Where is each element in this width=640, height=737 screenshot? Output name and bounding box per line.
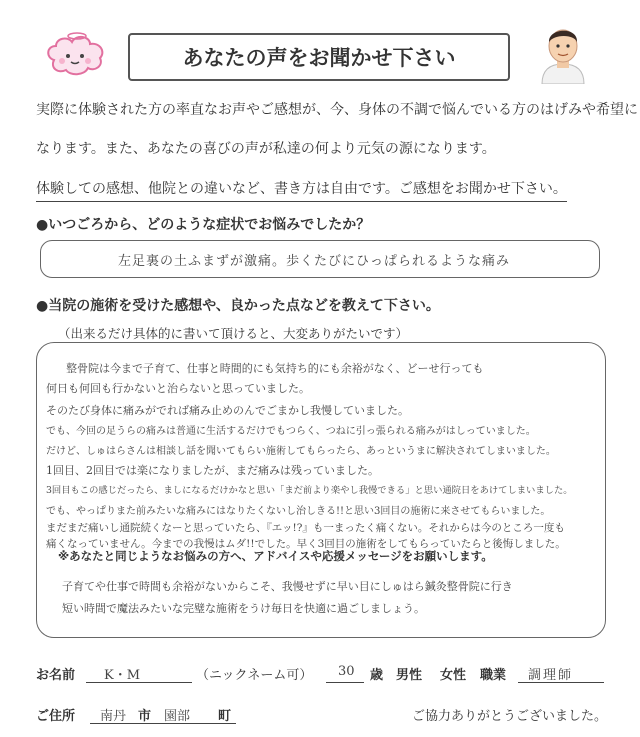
advice-line: 短い時間で魔法みたいな完璧な施術をうけ毎日を快適に過ごしましょう。: [62, 602, 425, 615]
answer-line: 何日も何回も行かないと治らないと思っていました。: [46, 382, 310, 395]
name-label: お名前: [36, 668, 76, 683]
question-2-sub: （出来るだけ具体的に書いて頂けると、大変ありがたいです）: [58, 326, 409, 341]
name-value: K・M: [104, 668, 141, 683]
answer-line: だけど、しゅはらさんは相談し話を聞いてもらい施術してもらったら、あっというまに解決されてしまいました。: [46, 446, 556, 457]
question-2: ●当院の施術を受けた感想や、良かった点などを教えて下さい。: [36, 298, 440, 314]
nickname-note: （ニックネーム可）: [196, 668, 313, 683]
intro-line-3: 体験しての感想、他院との違いなど、書き方は自由です。ご感想をお聞かせ下さい。: [36, 178, 567, 202]
answer-line: 整骨院は今まで子育て、仕事と時間的にも気持ち的にも余裕がなく、どーせ行っても: [66, 362, 484, 375]
job-label: 職業: [480, 668, 507, 683]
answer-line: でも、今回の足うらの痛みは普通に生活するだけでもつらく、つねに引っ張られる痛みがはしっていました。: [46, 426, 536, 437]
mascot-icon: [44, 30, 110, 78]
address-label: ご住所: [36, 709, 76, 724]
page-title: あなたの声をお聞かせ下さい: [128, 33, 510, 81]
address-city: 市: [138, 709, 152, 724]
answer-line: まだまだ痛いし通院続くなーと思っていたら、『エッ!?』も一まったく痛くない。それからは今のところ一度も: [46, 522, 565, 534]
male-label: 男性: [396, 668, 423, 683]
thanks-text: ご協力ありがとうございました。: [412, 709, 608, 724]
advice-line: 子育てや仕事で時間も余裕がないからこそ、我慢せずに早い目にしゅはら鍼灸整骨院に行き: [62, 580, 513, 593]
intro-line-2: なります。また、あなたの喜びの声が私達の何より元気の源になります。: [36, 141, 496, 157]
question-1: ●いつごろから、どのような症状でお悩みでしたか？: [36, 217, 371, 233]
address-town: 町: [218, 709, 232, 724]
answer-line: 1回目、2回目では楽になりましたが、まだ痛みは残っていました。: [46, 464, 379, 477]
female-label: 女性: [440, 668, 467, 683]
answer-line: 痛くなっていません。今までの我慢はムダ!!でした。早く3回目の施術をしてもらっていたらと後悔しました。: [46, 538, 566, 550]
address-value-2: 園部: [164, 709, 191, 724]
intro-line-1: 実際に体験された方の率直なお声やご感想が、今、身体の不調で悩んでいる方のはげみや希望に: [36, 102, 638, 118]
address-value-1: 南丹: [100, 709, 127, 724]
age-underline: [326, 682, 364, 683]
answer-line: でも、やっぱりまた前みたいな痛みにはなりたくないし治しきる!!と思い3回目の施術に来させてもらいました。: [46, 506, 551, 517]
age-value: 30: [338, 664, 355, 679]
age-label: 歳: [370, 668, 384, 683]
doctor-avatar: [530, 22, 596, 84]
advice-prompt: ※あなたと同じようなお悩みの方へ、アドバイスや応援メッセージをお願いします。: [58, 549, 493, 563]
answer-1-text: 左足裏の土ふまずが激痛。歩くたびにひっぱられるような痛み: [118, 254, 511, 269]
answer-line: そのたび身体に痛みがでれば痛み止めのんでごまかし我慢していました。: [46, 404, 409, 417]
answer-line: 3回目もこの感じだったら、ましになるだけかなと思い「まだ前より楽やし我慢できる」と思い通院日をあけてしまいました。: [46, 485, 573, 496]
job-value: 調理師: [528, 668, 574, 683]
